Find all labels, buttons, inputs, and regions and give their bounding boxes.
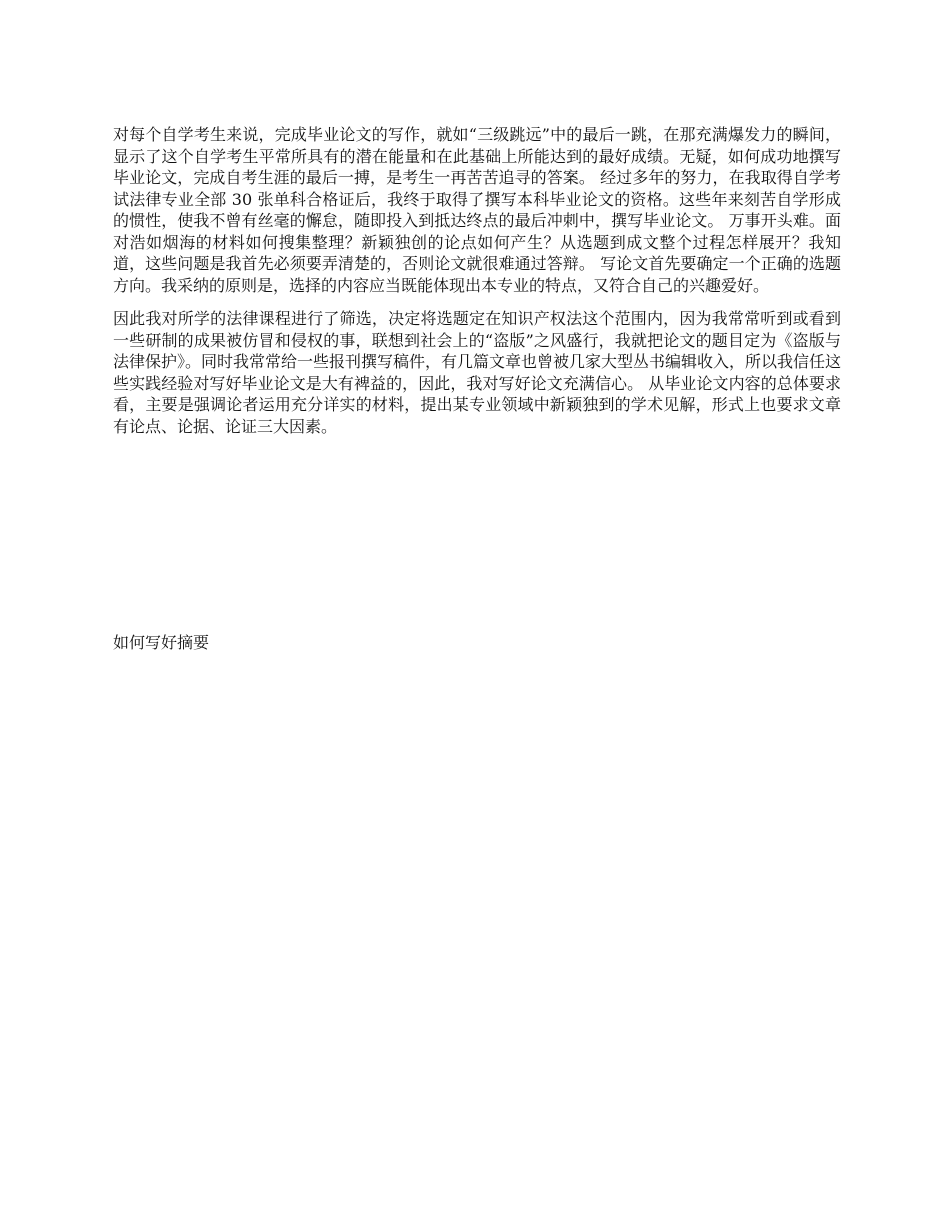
- paragraph-1: 对每个自学考生来说，完成毕业论文的写作，就如“三级跳远”中的最后一跳，在那充满爆发力的瞬间，显示了这个自学考生平常所具有的潜在能量和在此基础上所能达到的最好成绩。无疑，如何成功地撰写毕业论文，完成自考生涯的最后一搏，是考生一再苦苦追寻的答案。 经过多年的努力，在我取得自学考试法律专业全部 30 张单科合格证后，我终于取得了撰写本科毕业论文的资格。这些年来刻苦自学形成的惯性，使我不曾有丝毫的懈怠，随即投入到抵达终点的最后冲刺中，撰写毕业论文。 万事开头难。面对浩如烟海的材料如何搜集整理？新颖独创的论点如何产生？从选题到成文整个过程怎样展开？我知道，这些问题是我首先必须要弄清楚的，否则论文就很难通过答辩。 写论文首先要确定一个正确的选题方向。我采纳的原则是，选择的内容应当既能体现出本专业的特点，又符合自己的兴趣爱好。: [113, 125, 841, 295]
- document-body: [113, 124, 841, 449]
- section-heading: 如何写好摘要: [113, 633, 210, 652]
- paragraph-2: 因此我对所学的法律课程进行了筛选，决定将选题定在知识产权法这个范围内，因为我常常听到或看到一些研制的成果被仿冒和侵权的事，联想到社会上的“盗版”之风盛行，我就把论文的题目定为《盗版与法律保护》。同时我常常给一些报刊撰写稿件，有几篇文章也曾被几家大型丛书编辑收入，所以我信任这些实践经验对写好毕业论文是大有裨益的，因此，我对写好论文充满信心。 从毕业论文内容的总体要求看，主要是强调论者运用充分详实的材料，提出某专业领域中新颖独到的学术见解，形式上也要求文章有论点、论据、论证三大因素。: [113, 309, 842, 436]
